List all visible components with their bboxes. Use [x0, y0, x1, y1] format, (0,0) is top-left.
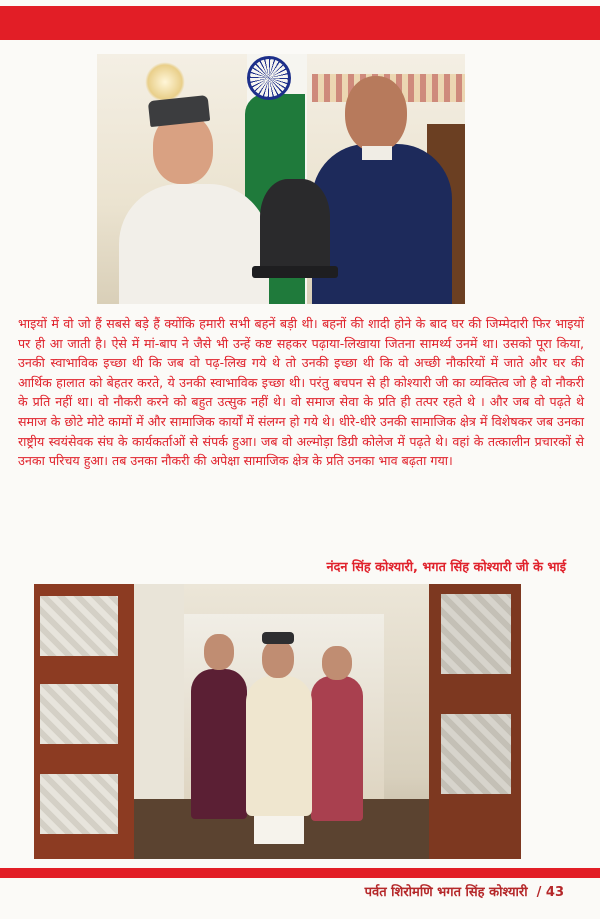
man-checked-shirt [311, 676, 363, 821]
photo-statue-presentation [97, 54, 465, 304]
page-footer [365, 884, 564, 902]
man-cream-jacket [246, 676, 312, 816]
wooden-glass-door-right [429, 584, 521, 859]
top-red-band [0, 6, 600, 40]
book-title: पर्वत शिरोमणि भगत सिंह कोश्यारी [364, 885, 528, 900]
quote-attribution: नंदन सिंह कोश्यारी, भगत सिंह कोश्यारी जी के भाई [326, 560, 566, 575]
man-in-blue-jacket [312, 144, 452, 304]
man-maroon-shirt [191, 669, 247, 819]
bottom-red-band [0, 868, 600, 878]
ashoka-chakra-icon [247, 56, 291, 100]
page-number: 43 [545, 885, 564, 900]
wooden-glass-door-left [34, 584, 134, 859]
dark-statue [260, 179, 330, 274]
black-cap [262, 632, 294, 644]
wall-lamp [145, 62, 185, 102]
photo-corridor-walk [34, 584, 521, 859]
article-paragraph: भाइयों में वो जो हैं सबसे बड़े हैं क्योंकि हमारी सभी बहनें बड़ी थी। बहनों की शादी होने के बाद घर की जिम्मेदारी फिर भाइयों पर ही आ जाती है। ऐसे में मां-बाप ने जैसे भी उन्हें कष्ट सहकर पढ़ाया-लिखाया जितना सामर्थ्य उनमें था। उसको पूरा किया, उनकी स्वाभाविक इच्छा थी कि जब वो पढ़-लिख गये थे तो उनकी इच्छा थी कि वो अच्छी नौकरियों में जाते और घर की आर्थिक हालात को बेहतर करते, ये उनकी स्वाभाविक इच्छा थी। परंतु बचपन से ही कोश्यारी जी का व्यक्तित्व जो है वो नौकरी के प्रति नहीं था। वो नौकरी करने को बहुत उत्सुक नहीं थे। वो समाज सेवा के प्रति ही तत्पर रहते थे । और जब वो पढ़ते थे समाज के छोटे मोटे कामों में और सामाजिक कार्यों में संलग्न हो गये थे। धीरे-धीरे उनकी सामाजिक क्षेत्र में विशेषकर जब उनका राष्ट्रीय स्वयंसेवक संघ के कार्यकर्ताओं से संपर्क हुआ। जब वो अल्मोड़ा डिग्री कोलेज में पढ़ते थे। वहां के तत्कालीन प्रचारकों से उनका परिचय हुआ। तब उनका नौकरी की अपेक्षा सामाजिक क्षेत्र के प्रति उनका भाव बढ़ता गया। [18, 316, 584, 469]
page-separator: / [536, 885, 542, 900]
man-in-white-kurta [119, 184, 269, 304]
